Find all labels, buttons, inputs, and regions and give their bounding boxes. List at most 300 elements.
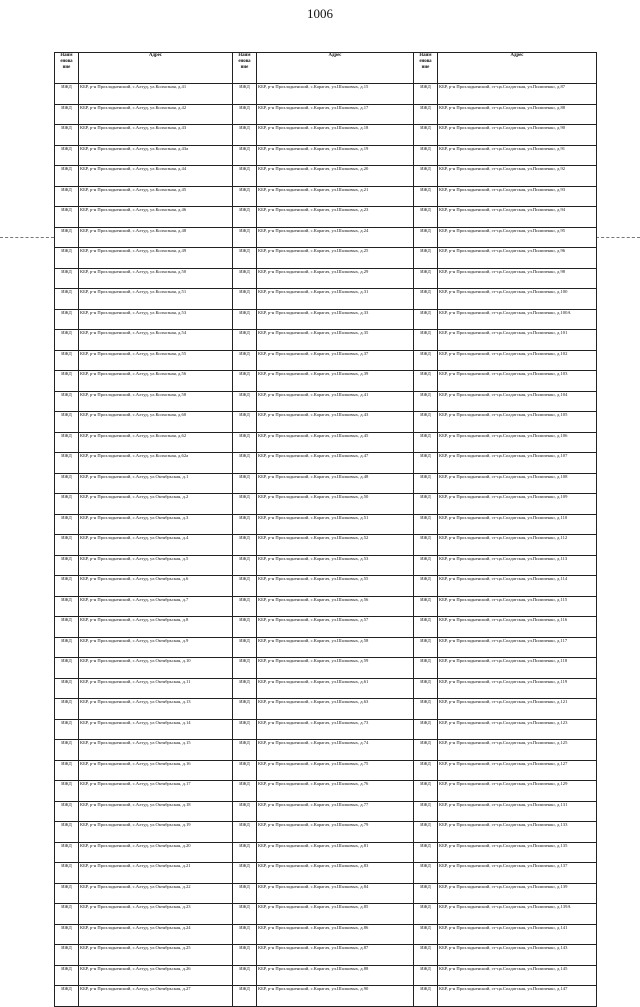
table-row [55,576,597,597]
address-cell: КБР, р-н Прохладненский, с.Карагач, ул.Шалковых, д.45 [257,432,414,453]
type-cell: ИЖД [55,309,79,330]
address-cell: КБР, р-н Прохладненский, с.Алтуд, ул.Октябрьская, д.20 [79,842,233,863]
type-cell: ИЖД [55,330,79,351]
table-row [55,678,597,699]
type-cell: ИЖД [55,555,79,576]
address-cell: КБР, р-н Прохладненский, ст-ца.Солдатская, ул.Пилипенко, д.110 [438,514,597,535]
address-cell: КБР, р-н Прохладненский, с.Карагач, ул.Шалковых, д.90 [257,986,414,1007]
address-cell: КБР, р-н Прохладненский, ст-ца.Солдатская, ул.Пилипенко, д.133 [438,822,597,843]
address-cell: КБР, р-н Прохладненский, с.Карагач, ул.Шалковых, д.29 [257,268,414,289]
table-row [55,412,597,433]
page-number: 1006 [307,6,333,21]
address-cell: КБР, р-н Прохладненский, с.Алтуд, ул.Колхозная, д.62а [79,453,233,474]
type-cell: ИЖД [233,309,257,330]
address-cell: КБР, р-н Прохладненский, с.Алтуд, ул.Октябрьская, д.17 [79,781,233,802]
address-cell: КБР, р-н Прохладненский, с.Алтуд, ул.Октябрьская, д.11 [79,678,233,699]
type-cell: ИЖД [233,330,257,351]
address-cell: КБР, р-н Прохладненский, с.Карагач, ул.Шалковых, д.15 [257,84,414,105]
address-cell: КБР, р-н Прохладненский, с.Алтуд, ул.Колхозная, д.49 [79,248,233,269]
address-cell: КБР, р-н Прохладненский, ст-ца.Солдатская, ул.Пилипенко, д.121 [438,699,597,720]
address-cell: КБР, р-н Прохладненский, с.Карагач, ул.Шалковых, д.35 [257,330,414,351]
type-cell: ИЖД [414,84,438,105]
type-cell: ИЖД [55,248,79,269]
address-cell: КБР, р-н Прохладненский, с.Карагач, ул.Шалковых, д.20 [257,166,414,187]
type-cell: ИЖД [55,514,79,535]
table-row [55,186,597,207]
type-cell: ИЖД [233,904,257,925]
type-cell: ИЖД [233,617,257,638]
type-cell: ИЖД [233,699,257,720]
type-cell: ИЖД [414,289,438,310]
address-cell: КБР, р-н Прохладненский, ст-ца.Солдатская, ул.Пилипенко, д.100А [438,309,597,330]
type-cell: ИЖД [55,822,79,843]
address-cell: КБР, р-н Прохладненский, ст-ца.Солдатская, ул.Пилипенко, д.117 [438,637,597,658]
address-cell: КБР, р-н Прохладненский, с.Карагач, ул.Шалковых, д.86 [257,924,414,945]
address-cell: КБР, р-н Прохладненский, ст-ца.Солдатская, ул.Пилипенко, д.102 [438,350,597,371]
type-cell: ИЖД [233,535,257,556]
address-cell: КБР, р-н Прохладненский, с.Карагач, ул.Шалковых, д.73 [257,719,414,740]
type-cell: ИЖД [55,268,79,289]
type-cell: ИЖД [414,863,438,884]
address-cell: КБР, р-н Прохладненский, с.Алтуд, ул.Колхозная, д.55 [79,350,233,371]
type-cell: ИЖД [233,555,257,576]
type-cell: ИЖД [414,207,438,228]
address-cell: КБР, р-н Прохладненский, с.Алтуд, ул.Колхозная, д.60 [79,412,233,433]
type-cell: ИЖД [55,125,79,146]
address-cell: КБР, р-н Прохладненский, ст-ца.Солдатская, ул.Пилипенко, д.94 [438,207,597,228]
type-cell: ИЖД [55,166,79,187]
type-cell: ИЖД [55,801,79,822]
address-cell: КБР, р-н Прохладненский, с.Карагач, ул.Шалковых, д.75 [257,760,414,781]
address-cell: КБР, р-н Прохладненский, ст-ца.Солдатская, ул.Пилипенко, д.123 [438,719,597,740]
address-header: Адрес [257,53,414,84]
type-cell: ИЖД [414,330,438,351]
type-cell: ИЖД [55,371,79,392]
type-cell: ИЖД [55,637,79,658]
type-cell: ИЖД [414,904,438,925]
type-cell: ИЖД [233,883,257,904]
table-row [55,514,597,535]
address-cell: КБР, р-н Прохладненский, с.Алтуд, ул.Октябрьская, д.10 [79,658,233,679]
type-cell: ИЖД [233,842,257,863]
address-cell: КБР, р-н Прохладненский, с.Алтуд, ул.Октябрьская, д.26 [79,965,233,986]
table-row [55,494,597,515]
type-cell: ИЖД [414,678,438,699]
type-cell: ИЖД [55,617,79,638]
type-cell: ИЖД [55,883,79,904]
address-cell: КБР, р-н Прохладненский, ст-ца.Солдатская, ул.Пилипенко, д.112 [438,535,597,556]
address-cell: КБР, р-н Прохладненский, с.Карагач, ул.Шалковых, д.31 [257,289,414,310]
address-cell: КБР, р-н Прохладненский, ст-ца.Солдатская, ул.Пилипенко, д.135 [438,842,597,863]
address-cell: КБР, р-н Прохладненский, с.Карагач, ул.Шалковых, д.17 [257,104,414,125]
address-cell: КБР, р-н Прохладненский, с.Карагач, ул.Шалковых, д.59 [257,658,414,679]
address-cell: КБР, р-н Прохладненский, с.Карагач, ул.Шалковых, д.83 [257,863,414,884]
type-cell: ИЖД [55,494,79,515]
table-row [55,166,597,187]
type-cell: ИЖД [414,719,438,740]
type-cell: ИЖД [414,432,438,453]
table-row [55,719,597,740]
type-cell: ИЖД [233,781,257,802]
type-cell: ИЖД [55,658,79,679]
type-cell: ИЖД [233,391,257,412]
address-cell: КБР, р-н Прохладненский, с.Алтуд, ул.Октябрьская, д.21 [79,863,233,884]
type-cell: ИЖД [55,535,79,556]
type-cell: ИЖД [414,781,438,802]
type-cell: ИЖД [233,514,257,535]
type-cell: ИЖД [233,453,257,474]
address-cell: КБР, р-н Прохладненский, с.Карагач, ул.Шалковых, д.37 [257,350,414,371]
address-cell: КБР, р-н Прохладненский, с.Алтуд, ул.Октябрьская, д.2 [79,494,233,515]
type-cell: ИЖД [233,760,257,781]
address-cell: КБР, р-н Прохладненский, ст-ца.Солдатская, ул.Пилипенко, д.90 [438,125,597,146]
type-cell: ИЖД [233,678,257,699]
address-cell: КБР, р-н Прохладненский, ст-ца.Солдатская, ул.Пилипенко, д.98 [438,268,597,289]
table-row [55,924,597,945]
type-cell: ИЖД [55,473,79,494]
table-row [55,760,597,781]
address-cell: КБР, р-н Прохладненский, с.Карагач, ул.Шалковых, д.51 [257,514,414,535]
address-header: Адрес [438,53,597,84]
type-cell: ИЖД [233,924,257,945]
type-cell: ИЖД [233,965,257,986]
type-cell: ИЖД [414,842,438,863]
type-cell: ИЖД [55,842,79,863]
type-cell: ИЖД [414,945,438,966]
address-cell: КБР, р-н Прохладненский, с.Карагач, ул.Шалковых, д.53 [257,555,414,576]
address-cell: КБР, р-н Прохладненский, ст-ца.Солдатская, ул.Пилипенко, д.107 [438,453,597,474]
address-cell: КБР, р-н Прохладненский, ст-ца.Солдатская, ул.Пилипенко, д.141 [438,924,597,945]
type-cell: ИЖД [414,145,438,166]
address-cell: КБР, р-н Прохладненский, с.Алтуд, ул.Октябрьская, д.25 [79,945,233,966]
type-cell: ИЖД [233,494,257,515]
table-row [55,842,597,863]
type-cell: ИЖД [233,268,257,289]
type-cell: ИЖД [414,658,438,679]
type-cell: ИЖД [233,945,257,966]
type-cell: ИЖД [414,166,438,187]
address-cell: КБР, р-н Прохладненский, с.Алтуд, ул.Колхозная, д.51 [79,289,233,310]
address-cell: КБР, р-н Прохладненский, с.Алтуд, ул.Колхозная, д.62 [79,432,233,453]
address-cell: КБР, р-н Прохладненский, с.Карагач, ул.Шалковых, д.63 [257,699,414,720]
address-cell: КБР, р-н Прохладненский, ст-ца.Солдатская, ул.Пилипенко, д.129 [438,781,597,802]
type-cell: ИЖД [233,104,257,125]
type-cell: ИЖД [55,84,79,105]
address-cell: КБР, р-н Прохладненский, с.Карагач, ул.Шалковых, д.25 [257,248,414,269]
type-cell: ИЖД [55,576,79,597]
address-cell: КБР, р-н Прохладненский, ст-ца.Солдатская, ул.Пилипенко, д.113 [438,555,597,576]
type-cell: ИЖД [55,186,79,207]
address-cell: КБР, р-н Прохладненский, ст-ца.Солдатская, ул.Пилипенко, д.106 [438,432,597,453]
address-cell: КБР, р-н Прохладненский, ст-ца.Солдатская, ул.Пилипенко, д.93 [438,186,597,207]
address-cell: КБР, р-н Прохладненский, ст-ца.Солдатская, ул.Пилипенко, д.108 [438,473,597,494]
address-cell: КБР, р-н Прохладненский, ст-ца.Солдатская, ул.Пилипенко, д.88 [438,104,597,125]
type-cell: ИЖД [414,535,438,556]
address-cell: КБР, р-н Прохладненский, с.Алтуд, ул.Октябрьская, д.3 [79,514,233,535]
type-cell: ИЖД [233,412,257,433]
address-cell: КБР, р-н Прохладненский, с.Карагач, ул.Шалковых, д.85 [257,904,414,925]
address-cell: КБР, р-н Прохладненский, ст-ца.Солдатская, ул.Пилипенко, д.118 [438,658,597,679]
address-cell: КБР, р-н Прохладненский, с.Карагач, ул.Шалковых, д.24 [257,227,414,248]
type-cell: ИЖД [233,596,257,617]
margin-mark [0,237,54,238]
type-cell: ИЖД [55,699,79,720]
type-cell: ИЖД [233,637,257,658]
type-cell: ИЖД [233,186,257,207]
type-cell: ИЖД [55,945,79,966]
address-cell: КБР, р-н Прохладненский, ст-ца.Солдатская, ул.Пилипенко, д.101 [438,330,597,351]
type-cell: ИЖД [414,309,438,330]
type-cell: ИЖД [414,391,438,412]
address-cell: КБР, р-н Прохладненский, ст-ца.Солдатская, ул.Пилипенко, д.137 [438,863,597,884]
address-cell: КБР, р-н Прохладненский, с.Карагач, ул.Шалковых, д.87 [257,945,414,966]
address-header: Адрес [79,53,233,84]
address-cell: КБР, р-н Прохладненский, ст-ца.Солдатская, ул.Пилипенко, д.96 [438,248,597,269]
address-cell: КБР, р-н Прохладненский, с.Алтуд, ул.Колхозная, д.43а [79,145,233,166]
table-row [55,207,597,228]
address-cell: КБР, р-н Прохладненский, ст-ца.Солдатская, ул.Пилипенко, д.91 [438,145,597,166]
type-header: Наим енова ние [414,53,438,84]
type-cell: ИЖД [55,924,79,945]
table-row [55,555,597,576]
type-cell: ИЖД [233,248,257,269]
address-cell: КБР, р-н Прохладненский, с.Алтуд, ул.Колхозная, д.44 [79,166,233,187]
table-row [55,596,597,617]
table-row [55,289,597,310]
address-cell: КБР, р-н Прохладненский, с.Алтуд, ул.Октябрьская, д.18 [79,801,233,822]
type-cell: ИЖД [55,412,79,433]
address-cell: КБР, р-н Прохладненский, с.Алтуд, ул.Октябрьская, д.23 [79,904,233,925]
table-row [55,473,597,494]
type-cell: ИЖД [414,268,438,289]
table-row [55,84,597,105]
type-cell: ИЖД [233,207,257,228]
address-cell: КБР, р-н Прохладненский, с.Карагач, ул.Шалковых, д.39 [257,371,414,392]
type-header: Наим енова ние [55,53,79,84]
table-row [55,658,597,679]
address-cell: КБР, р-н Прохладненский, ст-ца.Солдатская, ул.Пилипенко, д.116 [438,617,597,638]
type-cell: ИЖД [233,473,257,494]
table-row [55,125,597,146]
type-cell: ИЖД [55,289,79,310]
type-cell: ИЖД [414,760,438,781]
type-cell: ИЖД [55,145,79,166]
type-cell: ИЖД [414,822,438,843]
type-cell: ИЖД [414,514,438,535]
type-cell: ИЖД [414,412,438,433]
address-cell: КБР, р-н Прохладненский, с.Алтуд, ул.Колхозная, д.56 [79,371,233,392]
address-cell: КБР, р-н Прохладненский, с.Карагач, ул.Шалковых, д.47 [257,453,414,474]
type-cell: ИЖД [414,924,438,945]
address-cell: КБР, р-н Прохладненский, с.Карагач, ул.Шалковых, д.84 [257,883,414,904]
type-cell: ИЖД [55,596,79,617]
address-cell: КБР, р-н Прохладненский, с.Алтуд, ул.Колхозная, д.54 [79,330,233,351]
address-cell: КБР, р-н Прохладненский, ст-ца.Солдатская, ул.Пилипенко, д.87 [438,84,597,105]
address-cell: КБР, р-н Прохладненский, ст-ца.Солдатская, ул.Пилипенко, д.114 [438,576,597,597]
address-cell: КБР, р-н Прохладненский, ст-ца.Солдатская, ул.Пилипенко, д.139 [438,883,597,904]
type-cell: ИЖД [55,760,79,781]
address-cell: КБР, р-н Прохладненский, ст-ца.Солдатская, ул.Пилипенко, д.100 [438,289,597,310]
type-cell: ИЖД [55,986,79,1007]
address-cell: КБР, р-н Прохладненский, с.Карагач, ул.Шалковых, д.48 [257,473,414,494]
table-row [55,617,597,638]
table-header-row [55,53,597,84]
address-cell: КБР, р-н Прохладненский, ст-ца.Солдатская, ул.Пилипенко, д.105 [438,412,597,433]
address-cell: КБР, р-н Прохладненский, с.Карагач, ул.Шалковых, д.88 [257,965,414,986]
type-cell: ИЖД [233,740,257,761]
type-cell: ИЖД [233,986,257,1007]
table-row [55,965,597,986]
table-row [55,535,597,556]
table-row [55,883,597,904]
address-cell: КБР, р-н Прохладненский, ст-ца.Солдатская, ул.Пилипенко, д.95 [438,227,597,248]
address-cell: КБР, р-н Прохладненский, с.Алтуд, ул.Колхозная, д.53 [79,309,233,330]
address-cell: КБР, р-н Прохладненский, ст-ца.Солдатская, ул.Пилипенко, д.147 [438,986,597,1007]
table-row [55,248,597,269]
type-cell: ИЖД [233,822,257,843]
address-cell: КБР, р-н Прохладненский, с.Алтуд, ул.Октябрьская, д.9 [79,637,233,658]
type-cell: ИЖД [55,207,79,228]
address-cell: КБР, р-н Прохладненский, с.Алтуд, ул.Колхозная, д.41 [79,84,233,105]
address-cell: КБР, р-н Прохладненский, ст-ца.Солдатская, ул.Пилипенко, д.143 [438,945,597,966]
table-row [55,986,597,1007]
address-cell: КБР, р-н Прохладненский, с.Карагач, ул.Шалковых, д.41 [257,391,414,412]
type-cell: ИЖД [414,555,438,576]
type-cell: ИЖД [414,617,438,638]
type-cell: ИЖД [414,637,438,658]
type-cell: ИЖД [233,227,257,248]
address-cell: КБР, р-н Прохладненский, с.Карагач, ул.Шалковых, д.52 [257,535,414,556]
address-cell: КБР, р-н Прохладненский, с.Алтуд, ул.Колхозная, д.50 [79,268,233,289]
address-cell: КБР, р-н Прохладненский, с.Алтуд, ул.Октябрьская, д.14 [79,719,233,740]
type-cell: ИЖД [414,186,438,207]
type-cell: ИЖД [414,740,438,761]
table-row [55,863,597,884]
type-cell: ИЖД [414,248,438,269]
address-table [54,52,597,1007]
type-cell: ИЖД [233,658,257,679]
address-cell: КБР, р-н Прохладненский, с.Алтуд, ул.Октябрьская, д.7 [79,596,233,617]
type-cell: ИЖД [414,965,438,986]
table-row [55,822,597,843]
address-cell: КБР, р-н Прохладненский, с.Карагач, ул.Шалковых, д.18 [257,125,414,146]
type-cell: ИЖД [414,227,438,248]
address-cell: КБР, р-н Прохладненский, с.Карагач, ул.Шалковых, д.55 [257,576,414,597]
address-cell: КБР, р-н Прохладненский, ст-ца.Солдатская, ул.Пилипенко, д.115 [438,596,597,617]
type-cell: ИЖД [55,719,79,740]
type-cell: ИЖД [233,350,257,371]
address-cell: КБР, р-н Прохладненский, с.Алтуд, ул.Октябрьская, д.19 [79,822,233,843]
address-cell: КБР, р-н Прохладненский, с.Карагач, ул.Шалковых, д.74 [257,740,414,761]
type-cell: ИЖД [414,104,438,125]
type-cell: ИЖД [55,104,79,125]
address-cell: КБР, р-н Прохладненский, с.Карагач, ул.Шалковых, д.76 [257,781,414,802]
type-cell: ИЖД [55,904,79,925]
type-cell: ИЖД [233,371,257,392]
address-cell: КБР, р-н Прохладненский, ст-ца.Солдатская, ул.Пилипенко, д.125 [438,740,597,761]
table-row [55,227,597,248]
type-cell: ИЖД [55,350,79,371]
type-cell: ИЖД [414,371,438,392]
type-cell: ИЖД [55,863,79,884]
address-cell: КБР, р-н Прохладненский, ст-ца.Солдатская, ул.Пилипенко, д.109 [438,494,597,515]
type-cell: ИЖД [414,596,438,617]
type-header: Наим енова ние [233,53,257,84]
table-row [55,268,597,289]
type-cell: ИЖД [414,986,438,1007]
table-row [55,740,597,761]
type-cell: ИЖД [414,350,438,371]
address-cell: КБР, р-н Прохладненский, с.Алтуд, ул.Октябрьская, д.1 [79,473,233,494]
table-row [55,350,597,371]
type-cell: ИЖД [233,145,257,166]
margin-mark [596,237,640,238]
type-cell: ИЖД [233,84,257,105]
table-row [55,945,597,966]
address-cell: КБР, р-н Прохладненский, с.Алтуд, ул.Октябрьская, д.22 [79,883,233,904]
type-cell: ИЖД [414,883,438,904]
address-cell: КБР, р-н Прохладненский, ст-ца.Солдатская, ул.Пилипенко, д.104 [438,391,597,412]
type-cell: ИЖД [414,576,438,597]
type-cell: ИЖД [414,801,438,822]
address-cell: КБР, р-н Прохладненский, с.Карагач, ул.Шалковых, д.33 [257,309,414,330]
address-cell: КБР, р-н Прохладненский, с.Карагач, ул.Шалковых, д.23 [257,207,414,228]
table-row [55,453,597,474]
address-cell: КБР, р-н Прохладненский, ст-ца.Солдатская, ул.Пилипенко, д.119 [438,678,597,699]
type-cell: ИЖД [414,453,438,474]
type-cell: ИЖД [233,863,257,884]
address-cell: КБР, р-н Прохладненский, с.Алтуд, ул.Октябрьская, д.5 [79,555,233,576]
table-row [55,145,597,166]
table-row [55,104,597,125]
address-cell: КБР, р-н Прохладненский, с.Алтуд, ул.Октябрьская, д.8 [79,617,233,638]
table-row [55,781,597,802]
type-cell: ИЖД [414,125,438,146]
table-row [55,330,597,351]
address-cell: КБР, р-н Прохладненский, с.Карагач, ул.Шалковых, д.79 [257,822,414,843]
address-cell: КБР, р-н Прохладненский, ст-ца.Солдатская, ул.Пилипенко, д.92 [438,166,597,187]
address-cell: КБР, р-н Прохладненский, с.Алтуд, ул.Колхозная, д.46 [79,207,233,228]
address-cell: КБР, р-н Прохладненский, с.Алтуд, ул.Октябрьская, д.24 [79,924,233,945]
type-cell: ИЖД [55,740,79,761]
address-cell: КБР, р-н Прохладненский, с.Карагач, ул.Шалковых, д.19 [257,145,414,166]
type-cell: ИЖД [233,166,257,187]
address-cell: КБР, р-н Прохладненский, ст-ца.Солдатская, ул.Пилипенко, д.131 [438,801,597,822]
address-cell: КБР, р-н Прохладненский, с.Карагач, ул.Шалковых, д.58 [257,637,414,658]
type-cell: ИЖД [55,432,79,453]
address-cell: КБР, р-н Прохладненский, ст-ца.Солдатская, ул.Пилипенко, д.139А [438,904,597,925]
table-row [55,309,597,330]
address-cell: КБР, р-н Прохладненский, с.Карагач, ул.Шалковых, д.81 [257,842,414,863]
type-cell: ИЖД [233,289,257,310]
address-cell: КБР, р-н Прохладненский, с.Алтуд, ул.Октябрьская, д.15 [79,740,233,761]
table-row [55,371,597,392]
address-cell: КБР, р-н Прохладненский, с.Карагач, ул.Шалковых, д.77 [257,801,414,822]
address-cell: КБР, р-н Прохладненский, с.Алтуд, ул.Колхозная, д.48 [79,227,233,248]
address-cell: КБР, р-н Прохладненский, с.Карагач, ул.Шалковых, д.61 [257,678,414,699]
address-cell: КБР, р-н Прохладненский, с.Карагач, ул.Шалковых, д.56 [257,596,414,617]
type-cell: ИЖД [414,494,438,515]
table-row [55,432,597,453]
address-cell: КБР, р-н Прохладненский, с.Алтуд, ул.Октябрьская, д.27 [79,986,233,1007]
type-cell: ИЖД [414,473,438,494]
type-cell: ИЖД [233,801,257,822]
type-cell: ИЖД [55,227,79,248]
type-cell: ИЖД [55,965,79,986]
address-cell: КБР, р-н Прохладненский, с.Карагач, ул.Шалковых, д.21 [257,186,414,207]
type-cell: ИЖД [233,432,257,453]
address-cell: КБР, р-н Прохладненский, с.Алтуд, ул.Колхозная, д.58 [79,391,233,412]
